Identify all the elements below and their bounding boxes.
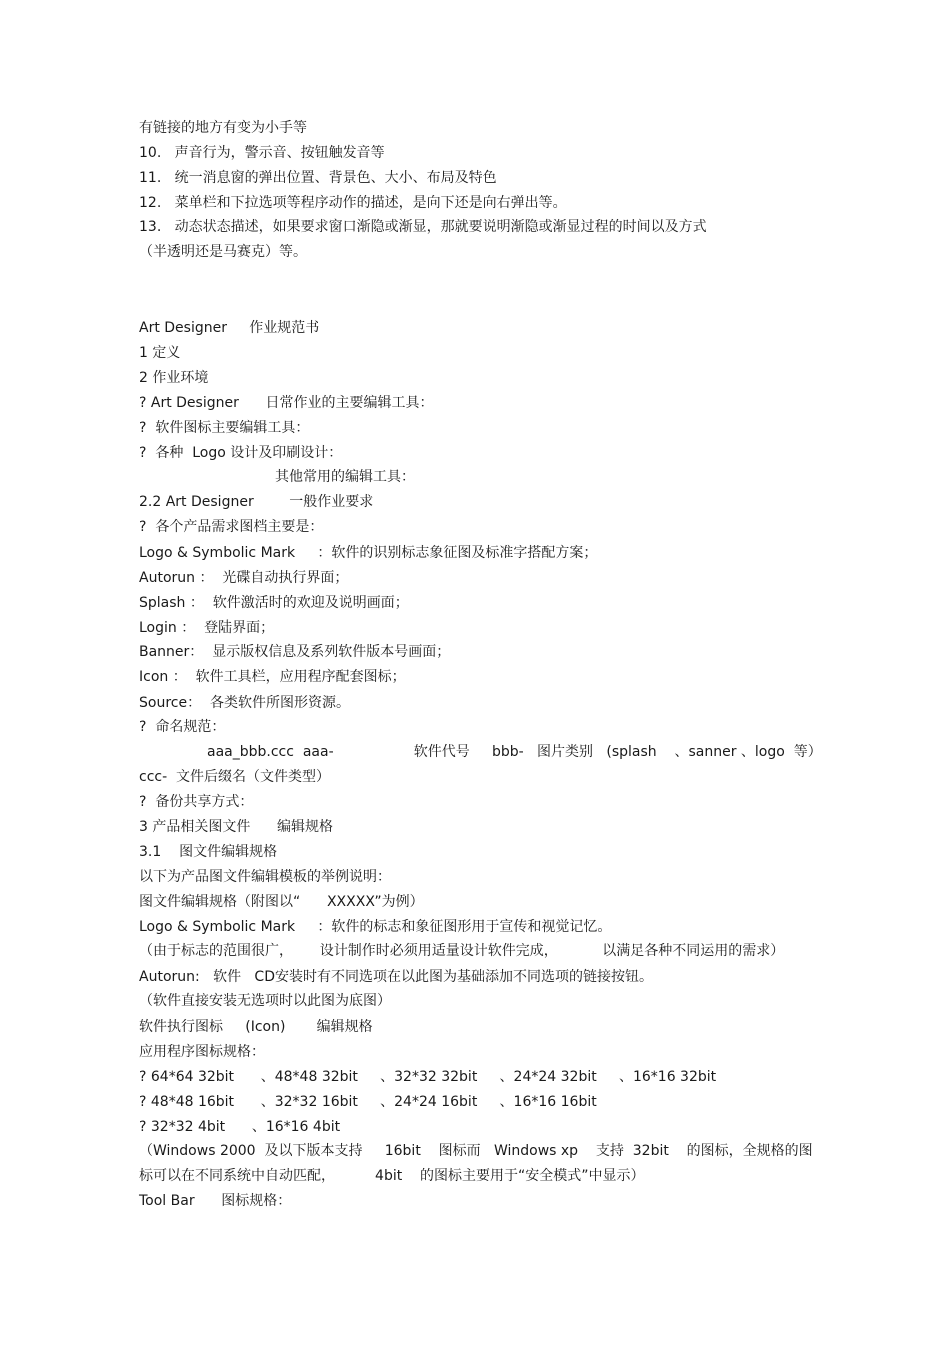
bullet-item: ? 32*32 4bit 、16*16 4bit	[139, 1119, 341, 1135]
heading-requirements: 2.2 Art Designer 一般作业要求	[139, 494, 374, 510]
text-line: 软件执行图标 (Icon) 编辑规格	[139, 1019, 373, 1035]
text-line: 图文件编辑规格（附图以“ XXXXX”为例）	[139, 894, 424, 910]
text-line: Icon ： 软件工具栏，应用程序配套图标；	[139, 669, 406, 685]
text-line: Login ： 登陆界面；	[139, 620, 275, 636]
text-line: 其他常用的编辑工具：	[275, 469, 415, 485]
text-line: ccc- 文件后缀名（文件类型）	[139, 769, 331, 785]
heading-files: 3 产品相关图文件 编辑规格	[139, 819, 334, 835]
heading-environment: 2 作业环境	[139, 370, 209, 386]
bullet-item: ? 软件图标主要编辑工具：	[139, 420, 310, 436]
list-item-13: 13. 动态状态描述，如果要求窗口渐隐或渐显，那就要说明渐隐或渐显过程的时间以及方式	[139, 219, 707, 235]
text-line: Autorun: 软件 CD安装时有不同选项在以此图为基础添加不同选项的链接按钮。	[139, 969, 653, 985]
text-line: Logo & Symbolic Mark ：软件的标志和象征图形用于宣传和视觉记忆。	[139, 919, 612, 935]
text-line: 以下为产品图文件编辑模板的举例说明：	[139, 869, 391, 885]
text-line: （Windows 2000 及以下版本支持 16bit 图标而 Windows xp 支持 32bit 的图标，全规格的图	[139, 1143, 813, 1159]
bullet-item: ? 备份共享方式：	[139, 794, 254, 810]
text-line: 有链接的地方有变为小手等	[139, 120, 307, 136]
heading-file-spec: 3.1 图文件编辑规格	[139, 844, 278, 860]
bullet-item: ? Art Designer 日常作业的主要编辑工具：	[139, 395, 434, 411]
heading-definition: 1 定义	[139, 345, 181, 361]
list-item-11: 11. 统一消息窗的弹出位置、背景色、大小、布局及特色	[139, 170, 497, 186]
bullet-item: ? 64*64 32bit 、48*48 32bit 、32*32 32bit 、24*24 32bit 、16*16 32bit	[139, 1069, 717, 1085]
text-line: 应用程序图标规格：	[139, 1044, 265, 1060]
bullet-item: ? 48*48 16bit 、32*32 16bit 、24*24 16bit 、16*16 16bit	[139, 1094, 597, 1110]
text-line: Autorun ： 光碟自动执行界面；	[139, 570, 349, 586]
text-line: （半透明还是马赛克）等。	[139, 244, 307, 260]
text-line: Source： 各类软件所图形资源。	[139, 695, 350, 711]
text-line: 标可以在不同系统中自动匹配， 4bit 的图标主要用于“安全模式”中显示）	[139, 1168, 645, 1184]
text-line: Tool Bar 图标规格：	[139, 1193, 292, 1209]
text-line: Banner： 显示版权信息及系列软件版本号画面；	[139, 644, 451, 660]
text-line: （由于标志的范围很广， 设计制作时必须用适量设计软件完成， 以满足各种不同运用的需求）	[139, 943, 785, 959]
text-line: （软件直接安装无选项时以此图为底图）	[139, 993, 391, 1009]
text-line: Logo & Symbolic Mark ：软件的识别标志象征图及标准字搭配方案；	[139, 545, 598, 561]
list-item-10: 10. 声音行为，警示音、按钮触发音等	[139, 145, 385, 161]
bullet-item: ? 各个产品需求图档主要是：	[139, 519, 324, 535]
text-line: aaa_bbb.ccc aaa- 软件代号 bbb- 图片类别 (splash 、sanner 、logo 等）	[207, 744, 822, 760]
text-line: Splash ： 软件激活时的欢迎及说明画面；	[139, 595, 409, 611]
bullet-item: ? 命名规范：	[139, 719, 226, 735]
bullet-item: ? 各种 Logo 设计及印刷设计：	[139, 445, 343, 461]
section-title: Art Designer 作业规范书	[139, 320, 320, 336]
list-item-12: 12. 菜单栏和下拉选项等程序动作的描述，是向下还是向右弹出等。	[139, 195, 567, 211]
